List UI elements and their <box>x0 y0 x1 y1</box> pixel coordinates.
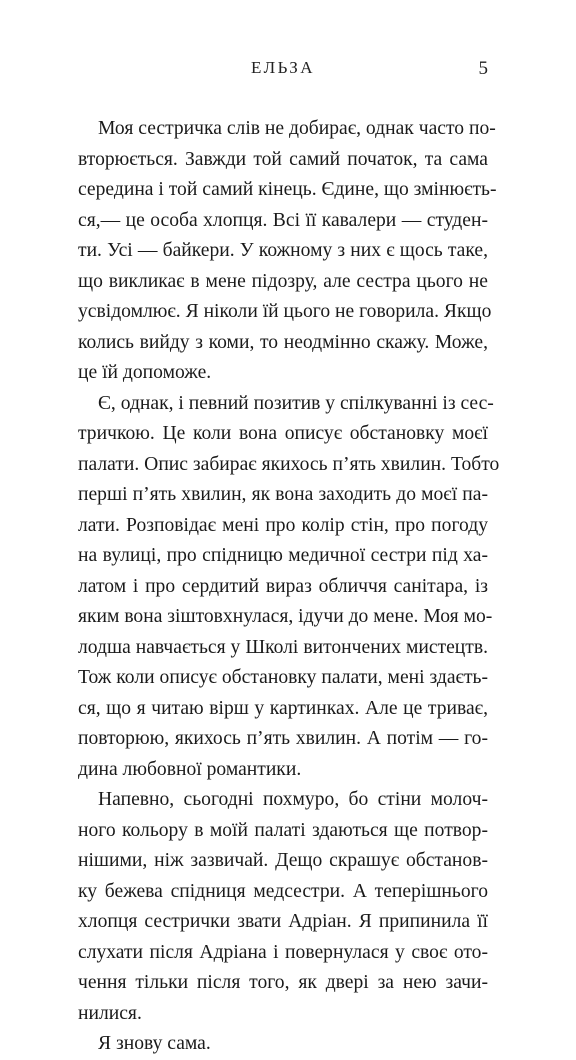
text-line: чення тільки після того, як двері за нею зачи- <box>78 972 488 993</box>
text-line: лодша навчається у Школі витончених мистецтв. <box>78 636 488 658</box>
running-title: ЕЛЬЗА <box>250 58 316 77</box>
text-line: Напевно, сьогодні похмуро, бо стіни молоч- <box>98 789 488 810</box>
text-line: слухати після Адріана і повернулася у своє ото- <box>78 941 488 963</box>
text-line: ся,— це особа хлопця. Всі її кавалери — студен- <box>78 209 488 231</box>
text-line: Тож коли описує обстановку палати, мені здаєть- <box>78 667 488 688</box>
paragraph <box>78 785 488 1029</box>
page-number: 5 <box>478 58 488 79</box>
text-line: усвідомлює. Я ніколи їй цього не говорила. Якщо <box>78 301 492 322</box>
paragraph <box>78 389 500 786</box>
text-line: лати. Розповідає мені про колір стін, про погоду <box>78 514 488 536</box>
text-line: хлопця сестрички звати Адріан. Я припинила її <box>78 911 488 932</box>
text-line: ку бежева спідниця медсестри. А теперішнього <box>78 880 488 902</box>
text-line: повторюю, якихось п’ять хвилин. А потім — го- <box>78 728 488 749</box>
text-line: нилися. <box>78 1002 142 1024</box>
text-line: це їй допоможе. <box>78 362 212 383</box>
text-body <box>78 114 500 1060</box>
text-line: ного кольору в моїй палаті здаються ще потвор- <box>78 819 488 841</box>
text-line: Я знову сама. <box>98 1033 211 1054</box>
text-line: дина любовної романтики. <box>78 758 302 780</box>
text-line: ти. Усі — байкери. У кожному з них є щось таке, <box>78 240 488 261</box>
text-line: ся, що я читаю вірш у картинках. Але це триває, <box>78 697 488 719</box>
text-line: яким вона зіштовхнулася, ідучи до мене. Моя мо- <box>78 606 493 627</box>
text-line: вторюється. Завжди той самий початок, та сама <box>78 148 488 170</box>
paragraph <box>78 1029 488 1060</box>
text-line: латом і про сердитий вираз обличчя санітара, із <box>78 575 488 597</box>
text-line: що викликає в мене підозру, але сестра цього не <box>78 270 488 292</box>
text-line: палати. Опис забирає якихось п’ять хвилин. Тобто <box>78 453 500 475</box>
text-line: колись вийду з коми, то неодмінно скажу. Може, <box>78 331 488 353</box>
text-line: нішими, ніж зазвичай. Дещо скрашує обстанов- <box>78 850 488 871</box>
text-line: Моя сестричка слів не добирає, однак часто по- <box>98 118 496 139</box>
text-line: перші п’ять хвилин, як вона заходить до моєї па- <box>78 484 488 505</box>
page-header <box>78 58 488 82</box>
text-line: тричкою. Це коли вона описує обстановку моєї <box>78 423 488 444</box>
text-line: середина і той самий кінець. Єдине, що змінюєть- <box>78 179 497 200</box>
text-line: Є, однак, і певний позитив у спілкуванні із сес- <box>98 392 494 414</box>
paragraph <box>78 114 497 389</box>
text-line: на вулиці, про спідницю медичної сестри під ха- <box>78 545 488 566</box>
